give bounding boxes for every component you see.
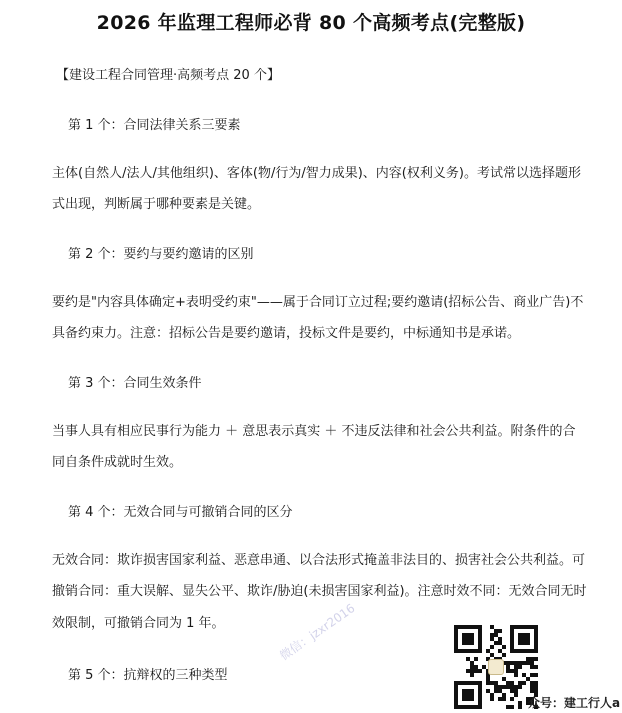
point-3-body-line-1: 当事人具有相应民事行为能力 ＋ 意思表示真实 ＋ 不违反法律和社会公共利益。附条件的合 bbox=[52, 424, 576, 439]
point-4-body-line-2: 撤销合同：重大误解、显失公平、欺诈/胁迫(未损害国家利益)。注意时效不同：无效合同无时 bbox=[52, 584, 587, 599]
point-1-body-line-2: 式出现，判断属于哪种要素是关键。 bbox=[52, 197, 261, 212]
point-4-body-line-1: 无效合同：欺诈损害国家利益、恶意串通、以合法形式掩盖非法目的、损害社会公共利益。可 bbox=[52, 553, 586, 568]
point-1-heading: 第 1 个：合同法律关系三要素 bbox=[68, 118, 241, 133]
point-3-body-line-2: 同自条件成就时生效。 bbox=[52, 455, 183, 470]
qr-code-icon[interactable] bbox=[454, 625, 538, 709]
point-2-body-line-2: 具备约束力。注意：招标公告是要约邀请，投标文件是要约，中标通知书是承诺。 bbox=[52, 326, 521, 341]
point-2-body-line-1: 要约是"内容具体确定+表明受约束"——属于合同订立过程;要约邀请(招标公告、商业广告)不 bbox=[52, 295, 584, 310]
footer-caption: 众号：建工行人a bbox=[528, 696, 621, 710]
point-2-heading: 第 2 个：要约与要约邀请的区别 bbox=[68, 247, 254, 262]
point-1-body-line-1: 主体(自然人/法人/其他组织)、客体(物/行为/智力成果)、内容(权利义务)。考试常以选择题形 bbox=[52, 166, 581, 181]
watermark-text: 微信：jzxr2016 bbox=[277, 601, 358, 664]
page-title: 2026 年监理工程师必背 80 个高频考点(完整版) bbox=[96, 12, 526, 34]
section-heading: 【建设工程合同管理·高频考点 20 个】 bbox=[56, 68, 280, 83]
point-5-heading: 第 5 个：抗辩权的三种类型 bbox=[68, 668, 228, 683]
point-4-heading: 第 4 个：无效合同与可撤销合同的区分 bbox=[68, 505, 293, 520]
point-4-body-line-3: 效限制，可撤销合同为 1 年。 bbox=[52, 616, 225, 631]
point-3-heading: 第 3 个：合同生效条件 bbox=[68, 376, 202, 391]
qr-logo-icon bbox=[488, 659, 504, 675]
